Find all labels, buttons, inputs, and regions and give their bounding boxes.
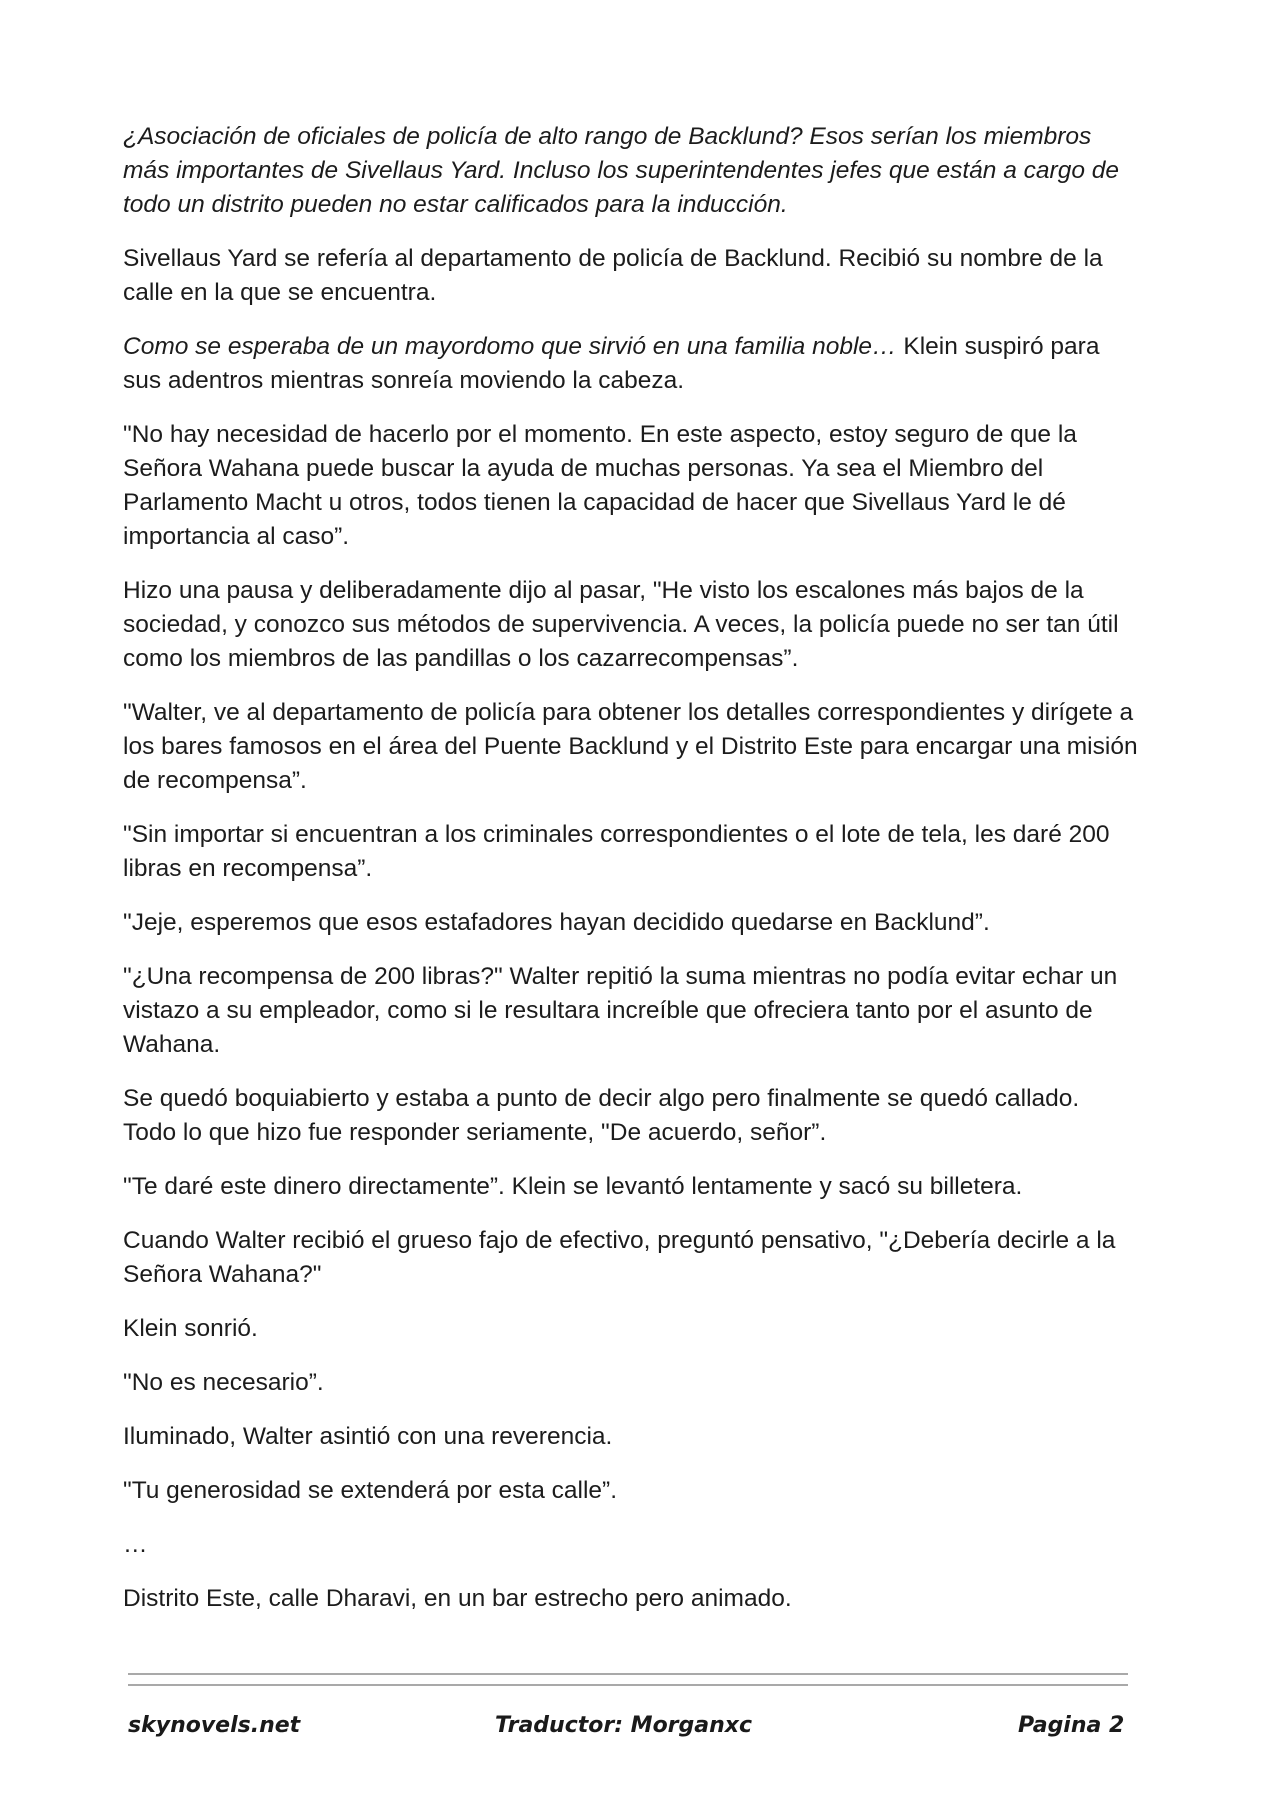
paragraph: [123, 906, 1138, 940]
footer-divider-top: [128, 1673, 1128, 1675]
paragraph: [123, 1420, 1138, 1454]
paragraph: [123, 1474, 1138, 1508]
paragraph: [123, 574, 1138, 676]
text-segment: Hizo una pausa y deliberadamente dijo al pasar, "He visto los escalones más bajos de la sociedad, y conozco sus métodos de supervivencia. A veces, la policía puede no ser tan útil como los miembros de las pandillas o los cazarrecompensas”.: [123, 577, 1119, 672]
text-segment: "Jeje, esperemos que esos estafadores hayan decidido quedarse en Backlund”.: [123, 909, 990, 936]
text-segment: "Te daré este dinero directamente”. Klein se levantó lentamente y sacó su billetera.: [123, 1173, 1023, 1200]
page-body: [123, 120, 1138, 1636]
paragraph: [123, 418, 1138, 554]
paragraph: [123, 120, 1138, 222]
footer-site: skynovels.net: [128, 1713, 301, 1738]
text-segment: Cuando Walter recibió el grueso fajo de efectivo, preguntó pensativo, "¿Debería decirle a la Señora Wahana?": [123, 1227, 1116, 1288]
paragraph: [123, 1582, 1138, 1616]
text-segment: Se quedó boquiabierto y estaba a punto de decir algo pero finalmente se quedó callado. Todo lo que hizo fue responder seriamente, "De acuerdo, señor”.: [123, 1085, 1080, 1146]
paragraph: [123, 1224, 1138, 1292]
text-segment: "Tu generosidad se extenderá por esta calle”.: [123, 1477, 617, 1504]
footer-translator: Traductor: Morganxc: [495, 1713, 753, 1738]
paragraph: [123, 818, 1138, 886]
paragraph: [123, 960, 1138, 1062]
text-segment: "Sin importar si encuentran a los criminales correspondientes o el lote de tela, les daré 200 libras en recompensa”.: [123, 821, 1110, 882]
text-segment: "No hay necesidad de hacerlo por el momento. En este aspecto, estoy seguro de que la Señora Wahana puede buscar la ayuda de muchas personas. Ya sea el Miembro del Parlamento Macht u otros, todos tienen la capacidad de hacer que Sivellaus Yard le dé importancia al caso”.: [123, 421, 1077, 550]
paragraph: [123, 1082, 1138, 1150]
footer-page-number: Pagina 2: [1018, 1713, 1125, 1738]
paragraph: [123, 696, 1138, 798]
text-segment: …: [123, 1531, 148, 1558]
text-segment: Iluminado, Walter asintió con una reverencia.: [123, 1423, 613, 1450]
text-segment: Distrito Este, calle Dharavi, en un bar estrecho pero animado.: [123, 1585, 792, 1612]
paragraph: [123, 242, 1138, 310]
footer-divider-bottom: [128, 1684, 1128, 1686]
text-segment: "Walter, ve al departamento de policía para obtener los detalles correspondientes y dirígete a los bares famosos en el área del Puente Backlund y el Distrito Este para encargar una misión de recompensa”.: [123, 699, 1138, 794]
paragraph: [123, 330, 1138, 398]
paragraph: [123, 1366, 1138, 1400]
text-segment: Klein sonrió.: [123, 1315, 258, 1342]
italic-text: ¿Asociación de oficiales de policía de alto rango de Backlund? Esos serían los miembros más importantes de Sivellaus Yard. Incluso los superintendentes jefes que están a cargo de todo un distrito pueden no estar calificados para la inducción.: [123, 123, 1120, 218]
paragraph: [123, 1528, 1138, 1562]
text-segment: "¿Una recompensa de 200 libras?" Walter repitió la suma mientras no podía evitar echar un vistazo a su empleador, como si le resultara increíble que ofreciera tanto por el asunto de Wahana.: [123, 963, 1118, 1058]
text-segment: Sivellaus Yard se refería al departamento de policía de Backlund. Recibió su nombre de la calle en la que se encuentra.: [123, 245, 1103, 306]
text-segment: Klein suspiró para sus adentros mientras sonreía moviendo la cabeza.: [123, 333, 1100, 394]
italic-text: Como se esperaba de un mayordomo que sirvió en una familia noble…: [123, 333, 897, 360]
paragraph: [123, 1170, 1138, 1204]
text-segment: "No es necesario”.: [123, 1369, 324, 1396]
paragraph: [123, 1312, 1138, 1346]
